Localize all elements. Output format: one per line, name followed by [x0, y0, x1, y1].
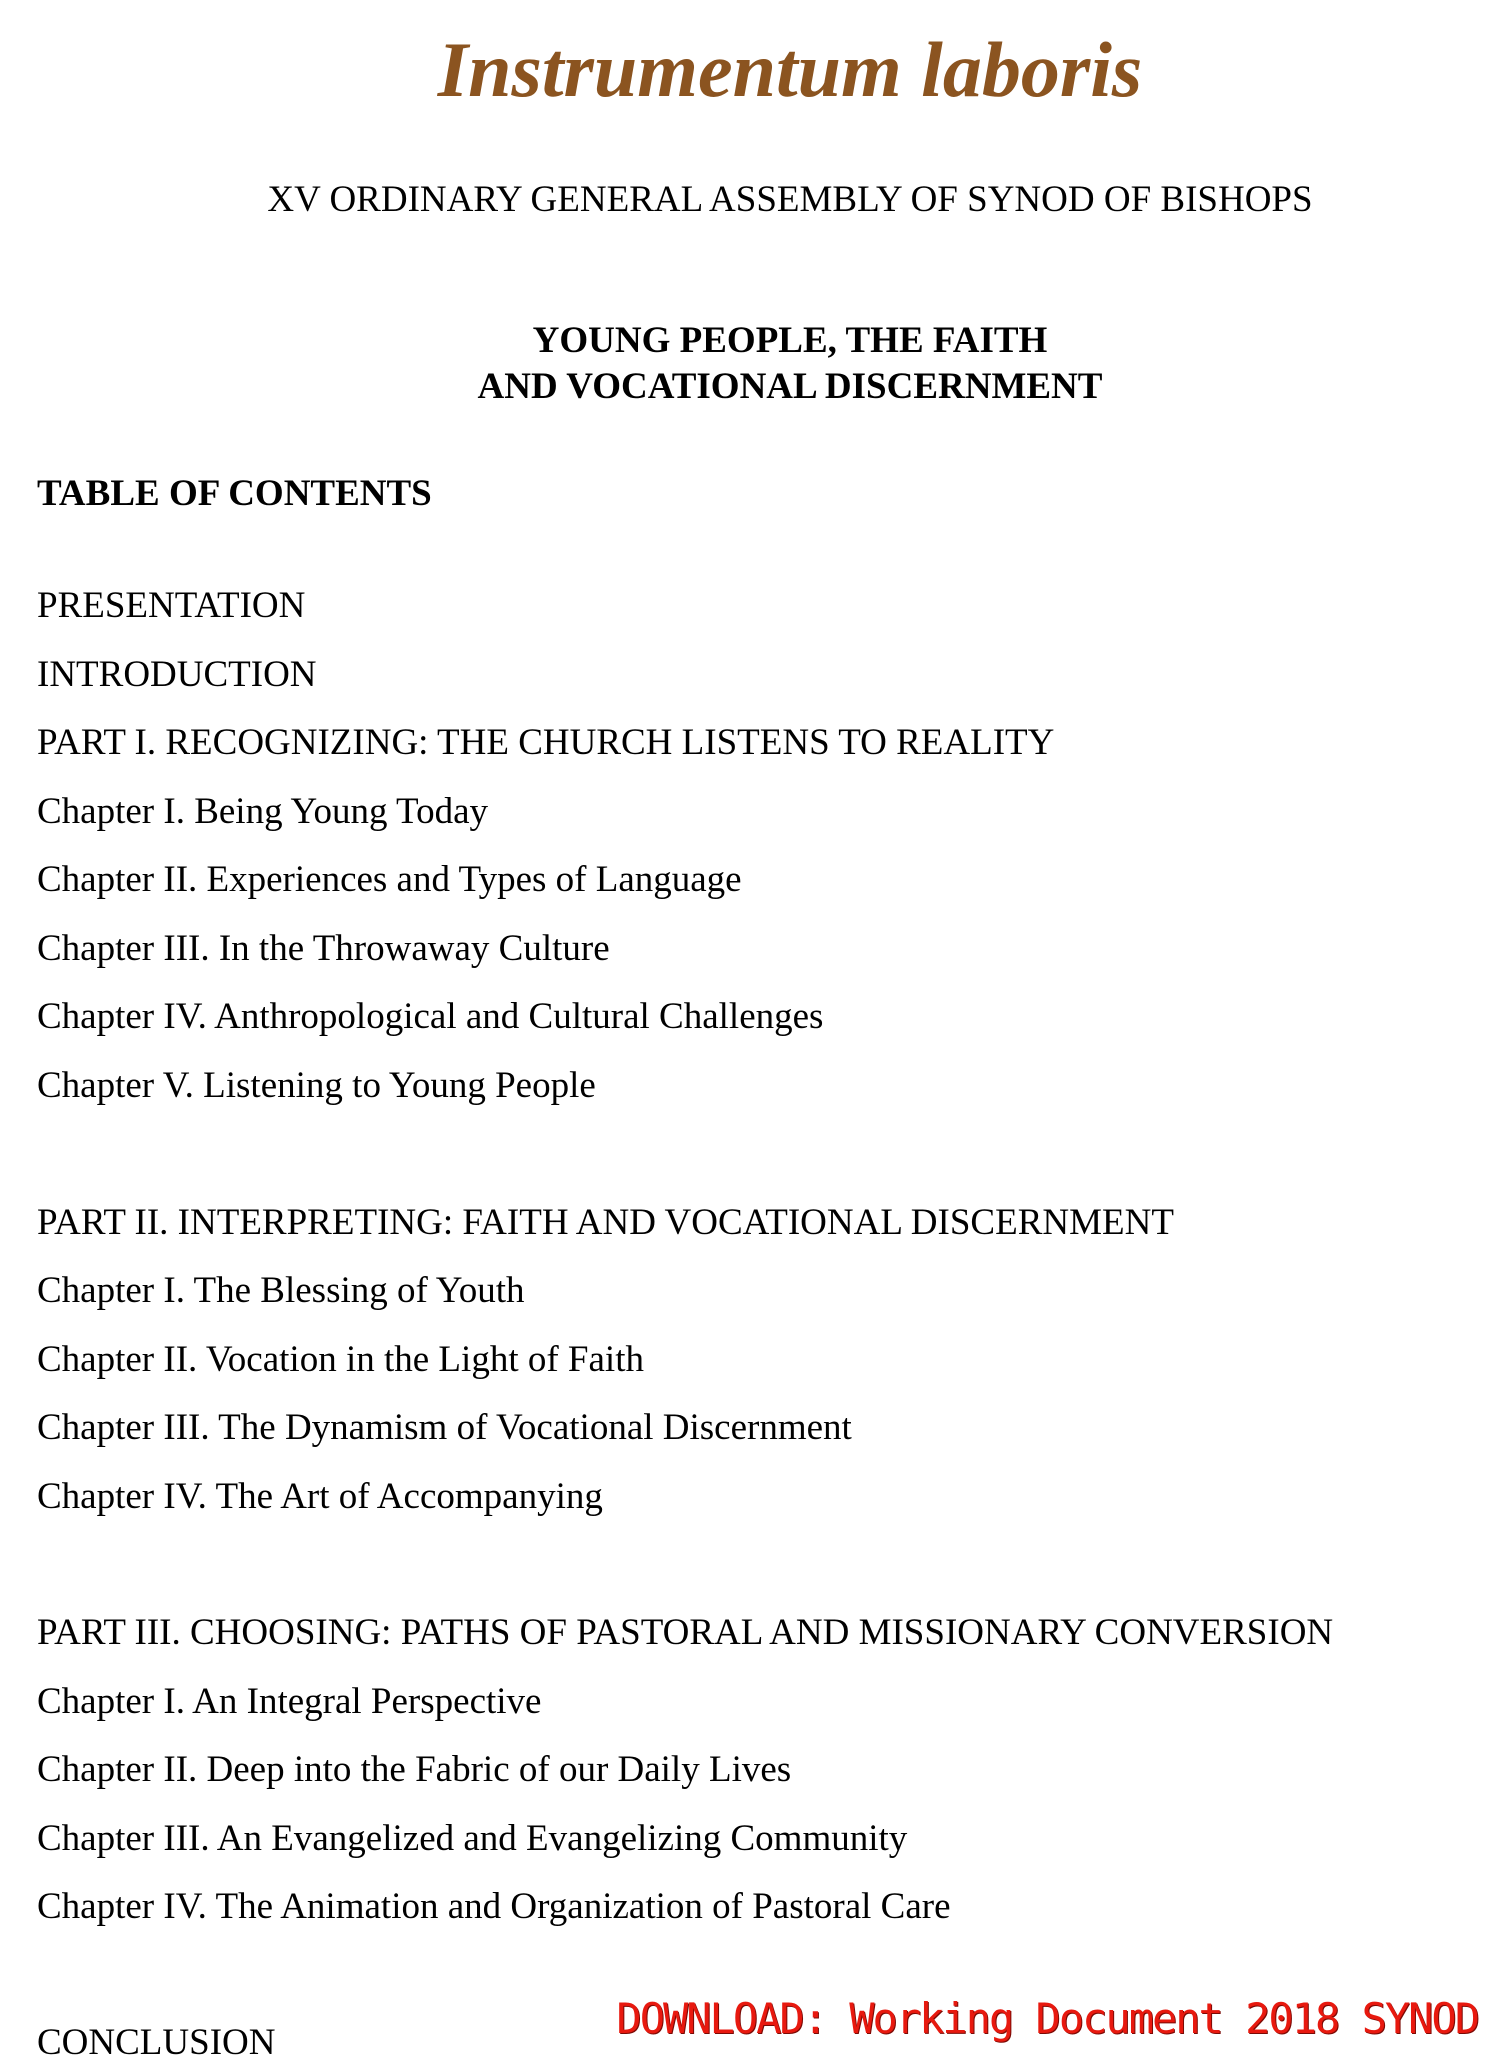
toc-part-1-chapter: Chapter II. Experiences and Types of Language	[37, 859, 742, 900]
theme-line-1: YOUNG PEOPLE, THE FAITH	[532, 320, 1048, 361]
toc-part-2-chapter: Chapter II. Vocation in the Light of Faith	[37, 1339, 644, 1380]
toc-part-1-chapter: Chapter I. Being Young Today	[37, 791, 488, 832]
toc-part-2-title: PART II. INTERPRETING: FAITH AND VOCATIONAL DISCERNMENT	[37, 1202, 1174, 1243]
toc-part-1-title: PART I. RECOGNIZING: THE CHURCH LISTENS TO REALITY	[37, 722, 1055, 763]
toc-part-3-title: PART III. CHOOSING: PATHS OF PASTORAL AND MISSIONARY CONVERSION	[37, 1612, 1334, 1653]
toc-conclusion: CONCLUSION	[37, 2022, 276, 2063]
toc-part-3-chapter: Chapter I. An Integral Perspective	[37, 1681, 542, 1722]
theme-line-2: AND VOCATIONAL DISCERNMENT	[477, 366, 1103, 407]
toc-introduction: INTRODUCTION	[37, 654, 317, 695]
assembly-subtitle: XV ORDINARY GENERAL ASSEMBLY OF SYNOD OF BISHOPS	[267, 179, 1313, 220]
toc-part-1-chapter: Chapter III. In the Throwaway Culture	[37, 928, 610, 969]
synod-theme	[0, 318, 1500, 410]
toc-part-2-chapter: Chapter I. The Blessing of Youth	[37, 1270, 525, 1311]
download-banner[interactable]: DOWNLOAD: Working Document 2018 SYNOD	[616, 1994, 1478, 2043]
document-title: Instrumentum laboris	[437, 26, 1143, 113]
toc-part-1-chapter: Chapter IV. Anthropological and Cultural Challenges	[37, 996, 824, 1037]
toc-presentation: PRESENTATION	[37, 585, 306, 626]
toc-part-2-chapter: Chapter IV. The Art of Accompanying	[37, 1476, 603, 1517]
toc-part-2-chapter: Chapter III. The Dynamism of Vocational Discernment	[37, 1407, 852, 1448]
toc-part-3-chapter: Chapter II. Deep into the Fabric of our Daily Lives	[37, 1749, 792, 1790]
toc-part-1-chapter: Chapter V. Listening to Young People	[37, 1065, 596, 1106]
toc-heading: TABLE OF CONTENTS	[37, 473, 432, 514]
toc-part-3-chapter: Chapter IV. The Animation and Organization of Pastoral Care	[37, 1886, 951, 1927]
toc-part-3-chapter: Chapter III. An Evangelized and Evangelizing Community	[37, 1818, 908, 1859]
